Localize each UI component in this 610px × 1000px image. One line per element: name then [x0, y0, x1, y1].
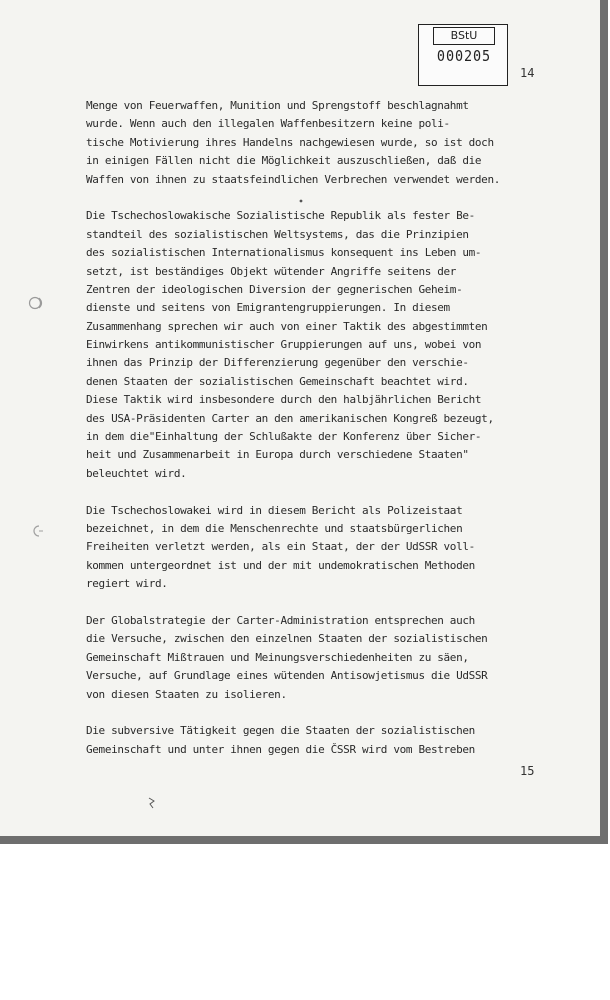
text-line: heit und Zusammenarbeit in Europa durch verschiedene Staaten"	[86, 448, 469, 462]
text-line: setzt, ist beständiges Objekt wütender Angriffe seitens der	[86, 264, 457, 278]
punch-hole-icon	[28, 296, 48, 310]
text-line: Gemeinschaft Mißtrauen und Meinungsverschiedenheiten zu säen,	[86, 650, 469, 664]
paragraph	[86, 502, 586, 594]
text-line: Der Globalstrategie der Carter-Administration entsprechen auch	[86, 613, 475, 627]
paragraph-gap	[86, 594, 586, 612]
next-page-marker: 15	[520, 764, 535, 778]
paragraph	[86, 722, 586, 759]
archive-stamp	[418, 24, 508, 86]
text-line: Zusammenhang sprechen wir auch von einer Taktik des abgestimmten	[86, 319, 488, 333]
text-line: Die Tschechoslowakische Sozialistische Republik als fester Be-	[86, 209, 475, 223]
text-line: des USA-Präsidenten Carter an den amerikanischen Kongreß bezeugt,	[86, 411, 494, 425]
text-line: standteil des sozialistischen Weltsystems, das die Prinzipien	[86, 227, 469, 241]
paragraph-gap	[86, 704, 586, 722]
paragraph	[86, 612, 586, 704]
paragraph-gap	[86, 189, 586, 207]
archive-stamp-number: 000205	[436, 47, 492, 65]
text-line: Einwirkens antikommunistischer Gruppierungen auf uns, wobei von	[86, 338, 482, 352]
text-line: Freiheiten verletzt werden, als ein Staat, der der UdSSR voll-	[86, 540, 475, 554]
paragraph	[86, 97, 586, 189]
punch-hole-icon	[30, 524, 44, 538]
text-line: Menge von Feuerwaffen, Munition und Sprengstoff beschlagnahmt	[86, 99, 469, 112]
text-line: beleuchtet wird.	[86, 466, 187, 480]
archive-stamp-label: BStU	[433, 27, 495, 45]
text-line: Die subversive Tätigkeit gegen die Staaten der sozialistischen	[86, 724, 475, 738]
text-line: wurde. Wenn auch den illegalen Waffenbesitzern keine poli-	[86, 117, 450, 131]
paragraph-gap	[86, 483, 586, 501]
text-line: in dem die"Einhaltung der Schlußakte der Konferenz über Sicher-	[86, 430, 482, 444]
paragraph	[86, 207, 586, 483]
text-line: von diesen Staaten zu isolieren.	[86, 687, 287, 701]
text-line: ihnen das Prinzip der Differenzierung gegenüber den verschie-	[86, 356, 469, 370]
text-line: denen Staaten der sozialistischen Gemeinschaft beachtet wird.	[86, 374, 469, 388]
text-line: kommen untergeordnet ist und der mit undemokratischen Methoden	[86, 558, 475, 572]
text-line: des sozialistischen Internationalismus konsequent ins Leben um-	[86, 246, 482, 260]
document-body	[86, 97, 586, 759]
text-line: die Versuche, zwischen den einzelnen Staaten der sozialistischen	[86, 632, 488, 646]
text-line: dienste und seitens von Emigrantengruppierungen. In diesem	[86, 301, 450, 315]
text-line: Gemeinschaft und unter ihnen gegen die ČSSR wird vom Bestreben	[86, 742, 475, 756]
text-line: Versuche, auf Grundlage eines wütenden Antisowjetismus die UdSSR	[86, 669, 488, 683]
text-line: Waffen von ihnen zu staatsfeindlichen Verbrechen verwendet werden.	[86, 172, 500, 186]
ink-scribble-mark	[146, 796, 158, 810]
text-line: Diese Taktik wird insbesondere durch den halbjährlichen Bericht	[86, 393, 482, 407]
page-number: 14	[520, 66, 535, 80]
text-line: bezeichnet, in dem die Menschenrechte und staatsbürgerlichen	[86, 521, 463, 535]
text-line: regiert wird.	[86, 577, 168, 591]
text-line: Zentren der ideologischen Diversion der gegnerischen Geheim-	[86, 282, 463, 296]
text-line: in einigen Fällen nicht die Möglichkeit auszuschließen, daß die	[86, 154, 482, 168]
text-line: tische Motivierung ihres Handelns nachgewiesen wurde, so ist doch	[86, 135, 494, 149]
text-line: Die Tschechoslowakei wird in diesem Bericht als Polizeistaat	[86, 503, 463, 517]
